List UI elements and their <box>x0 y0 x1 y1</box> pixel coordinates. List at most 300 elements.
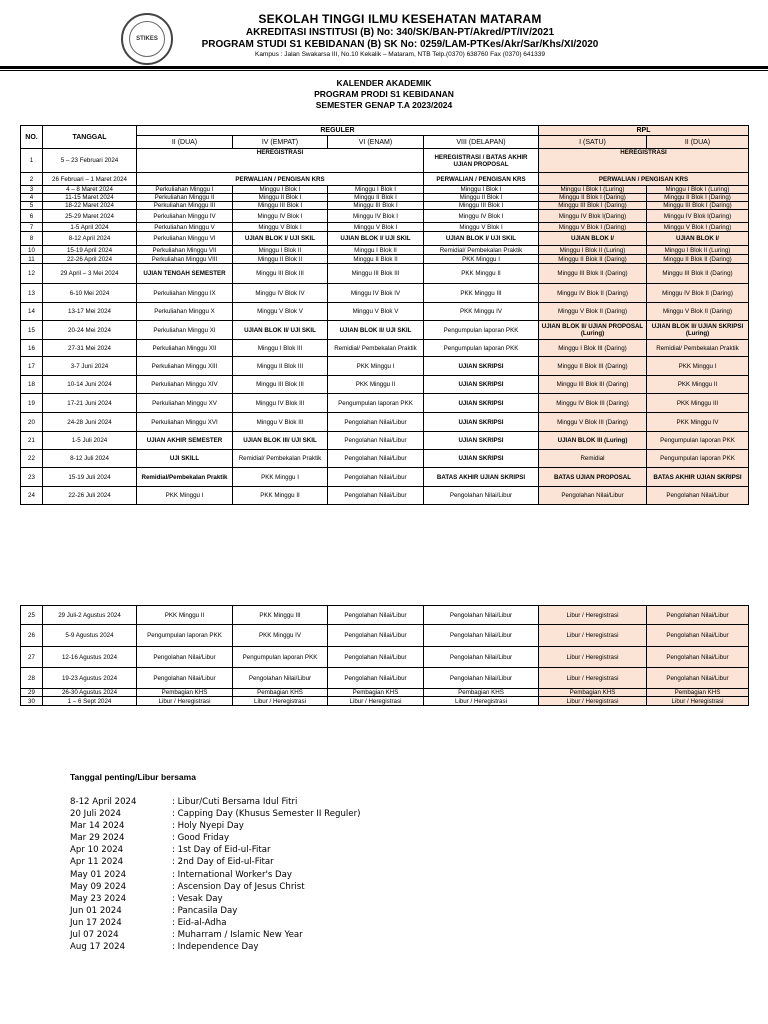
holiday-item <box>70 905 360 917</box>
header-semester-8: VIII (DELAPAN) <box>424 136 539 149</box>
rpl-cell: Libur / Heregistrasi <box>539 697 647 706</box>
schedule-cell: Minggu II Blok I <box>233 194 328 202</box>
schedule-cell: UJIAN SKRIPSI <box>424 432 539 450</box>
row-no: 10 <box>21 246 43 255</box>
rpl-cell: Minggu IV Blok III (Daring) <box>539 394 647 413</box>
rpl-cell: UJIAN BLOK III (Luring) <box>539 432 647 450</box>
table-row <box>21 647 749 668</box>
rpl-cell: Libur / Heregistrasi <box>539 606 647 625</box>
holiday-date: Mar 14 2024 <box>70 821 125 832</box>
holiday-date: Aug 17 2024 <box>70 942 126 953</box>
row-date: 3-7 Juni 2024 <box>43 357 137 376</box>
row-no: 14 <box>21 303 43 321</box>
schedule-cell: UJIAN AKHIR SEMESTER <box>137 432 233 450</box>
schedule-cell: UJIAN BLOK II/ UJI SKIL <box>328 321 424 340</box>
schedule-cell: Perkuliahan Minggu XIII <box>137 357 233 376</box>
schedule-cell: Minggu I Blok II <box>328 246 424 255</box>
holiday-description: : International Worker's Day <box>172 869 293 880</box>
rpl-cell: Pengolahan Nilai/Libur <box>647 487 749 505</box>
holiday-date: Jul 07 2024 <box>70 930 119 941</box>
schedule-cell: Pengolahan Nilai/Libur <box>137 647 233 668</box>
schedule-cell: Pengolahan Nilai/Libur <box>328 432 424 450</box>
holiday-description: : Holy Nyepi Day <box>172 821 244 832</box>
schedule-cell: Perkuliahan Minggu IX <box>137 284 233 303</box>
holiday-description: : Eid-al-Adha <box>172 917 227 928</box>
rpl-cell: Minggu III Blok II (Daring) <box>647 264 749 284</box>
schedule-cell: Libur / Heregistrasi <box>233 697 328 706</box>
schedule-cell: UJIAN BLOK I/ UJI SKIL <box>328 232 424 246</box>
schedule-cell: Minggu V Blok V <box>328 303 424 321</box>
schedule-cell: Minggu I Blok I <box>424 186 539 194</box>
holiday-description: : Ascension Day of Jesus Christ <box>172 881 305 892</box>
rpl-cell: UJIAN BLOK I/ <box>647 232 749 246</box>
schedule-cell: Minggu V Blok V <box>233 303 328 321</box>
letterhead <box>180 12 620 58</box>
header-rpl-semester-1: I (SATU) <box>539 136 647 149</box>
schedule-cell: Minggu IV Blok IV <box>233 284 328 303</box>
schedule-cell: Minggu V Blok I <box>233 223 328 232</box>
row-no: 23 <box>21 468 43 487</box>
row-date: 26 Februari – 1 Maret 2024 <box>43 173 137 186</box>
schedule-cell: Perkuliahan Minggu XVI <box>137 413 233 432</box>
rpl-cell: BATAS AKHIR UJIAN SKRIPSI <box>647 468 749 487</box>
holiday-date: Apr 10 2024 <box>70 845 124 856</box>
row-no: 7 <box>21 223 43 232</box>
rpl-cell: Minggu II Blok II (Daring) <box>539 255 647 264</box>
holiday-date: Apr 11 2024 <box>70 857 124 868</box>
schedule-cell: Minggu II Blok II <box>233 255 328 264</box>
row-date: 5 – 23 Februari 2024 <box>43 149 137 173</box>
schedule-cell: Perkuliahan Minggu II <box>137 194 233 202</box>
row-date: 29 Juli-2 Agustus 2024 <box>43 606 137 625</box>
perwalian-cell: PERWALIAN / PENGISAN KRS <box>137 173 424 186</box>
holiday-item <box>70 844 360 856</box>
row-date: 22-26 April 2024 <box>43 255 137 264</box>
rpl-cell: UJIAN BLOK II/ UJIAN SKRIPSI (Luring) <box>647 321 749 340</box>
row-no: 11 <box>21 255 43 264</box>
schedule-cell: Pengumpulan laporan PKK <box>233 647 328 668</box>
header-rpl-semester-2: II (DUA) <box>647 136 749 149</box>
schedule-cell: Pembagian KHS <box>137 689 233 697</box>
row-date: 25-29 Maret 2024 <box>43 210 137 223</box>
holiday-description: : Pancasila Day <box>172 905 238 916</box>
holiday-item <box>70 796 360 808</box>
schedule-cell: Pengumpulan laporan PKK <box>424 340 539 357</box>
rpl-cell: Remidial/ Pembekalan Praktik <box>647 340 749 357</box>
rpl-cell: Minggu II Blok I (Daring) <box>647 194 749 202</box>
table-row <box>21 186 749 194</box>
schedule-cell: PKK Minggu II <box>424 264 539 284</box>
schedule-cell: Minggu I Blok III <box>233 340 328 357</box>
schedule-cell: PKK Minggu III <box>424 284 539 303</box>
schedule-cell: UJIAN BLOK II/ UJI SKIL <box>233 321 328 340</box>
schedule-cell: Pengolahan Nilai/Libur <box>424 487 539 505</box>
row-date: 8-12 Juli 2024 <box>43 450 137 468</box>
schedule-cell: Perkuliahan Minggu I <box>137 186 233 194</box>
rpl-cell: Pengumpulan laporan PKK <box>647 432 749 450</box>
rpl-cell: Pembagian KHS <box>647 689 749 697</box>
table-row <box>21 202 749 210</box>
rpl-cell: Minggu IV Blok II (Daring) <box>539 284 647 303</box>
holiday-item <box>70 856 360 868</box>
row-date: 8-12 April 2024 <box>43 232 137 246</box>
header-rpl: RPL <box>539 126 749 136</box>
row-date: 26-30 Agustus 2024 <box>43 689 137 697</box>
schedule-cell: UJIAN BLOK I/ UJI SKIL <box>233 232 328 246</box>
row-no: 3 <box>21 186 43 194</box>
rpl-cell: Pembagian KHS <box>539 689 647 697</box>
rpl-perwalian-cell: PERWALIAN / PENGISAN KRS <box>539 173 749 186</box>
row-no: 21 <box>21 432 43 450</box>
table-row <box>21 284 749 303</box>
schedule-cell: Remidial/ Pembekalan Praktik <box>328 340 424 357</box>
rpl-cell: Libur / Heregistrasi <box>539 647 647 668</box>
schedule-cell: Minggu IV Blok IV <box>328 284 424 303</box>
table-row <box>21 255 749 264</box>
holiday-date: May 23 2024 <box>70 893 127 904</box>
table-row <box>21 689 749 697</box>
row-no: 17 <box>21 357 43 376</box>
holiday-description: : Good Friday <box>172 833 230 844</box>
rpl-cell: Libur / Heregistrasi <box>539 668 647 689</box>
row-date: 22-26 Juli 2024 <box>43 487 137 505</box>
table-row <box>21 697 749 706</box>
holiday-item <box>70 869 360 881</box>
rpl-cell: Minggu III Blok I (Daring) <box>539 202 647 210</box>
logo-text: STIKES <box>129 21 165 57</box>
rpl-cell: Minggu III Blok I (Daring) <box>647 202 749 210</box>
holiday-list <box>70 796 360 953</box>
rpl-cell: Libur / Heregistrasi <box>539 625 647 647</box>
schedule-cell: Pengolahan Nilai/Libur <box>328 487 424 505</box>
holiday-description: : Capping Day (Khusus Semester II Reguler) <box>172 809 361 820</box>
schedule-cell: Minggu III Blok I <box>233 202 328 210</box>
row-no: 12 <box>21 264 43 284</box>
rpl-cell: PKK Minggu I <box>647 357 749 376</box>
rpl-cell: Pengolahan Nilai/Libur <box>647 668 749 689</box>
schedule-cell: Perkuliahan Minggu IV <box>137 210 233 223</box>
row-no: 16 <box>21 340 43 357</box>
row-date: 12-16 Agustus 2024 <box>43 647 137 668</box>
table-row <box>21 357 749 376</box>
schedule-cell: Perkuliahan Minggu XIV <box>137 376 233 394</box>
rpl-cell: Minggu V Blok I (Daring) <box>539 223 647 232</box>
schedule-cell: Perkuliahan Minggu X <box>137 303 233 321</box>
schedule-cell: Minggu III Blok III <box>233 264 328 284</box>
schedule-cell: Minggu II Blok I <box>424 194 539 202</box>
table-row <box>21 450 749 468</box>
schedule-cell: Pengolahan Nilai/Libur <box>424 668 539 689</box>
table-row <box>21 413 749 432</box>
row-no: 22 <box>21 450 43 468</box>
rpl-cell: PKK Minggu III <box>647 394 749 413</box>
row-no: 1 <box>21 149 43 173</box>
rpl-cell: Minggu I Blok I (Luring) <box>647 186 749 194</box>
holiday-date: Jun 01 2024 <box>70 905 122 916</box>
schedule-cell: Pembagian KHS <box>328 689 424 697</box>
rpl-cell: Minggu V Blok II (Daring) <box>539 303 647 321</box>
holiday-description: : Muharram / Islamic New Year <box>172 930 303 941</box>
row-date: 17-21 Juni 2024 <box>43 394 137 413</box>
schedule-cell: Perkuliahan Minggu XI <box>137 321 233 340</box>
schedule-cell: Pengumpulan laporan PKK <box>328 394 424 413</box>
schedule-cell: UJIAN BLOK I/ UJI SKIL <box>424 232 539 246</box>
institution-logo <box>121 13 173 65</box>
holiday-item <box>70 917 360 929</box>
table-row <box>21 394 749 413</box>
title-line-3: SEMESTER GENAP T.A 2023/2024 <box>315 100 453 110</box>
row-date: 24-28 Juni 2024 <box>43 413 137 432</box>
table-row <box>21 625 749 647</box>
schedule-cell: Minggu II Blok III <box>233 357 328 376</box>
holiday-item <box>70 820 360 832</box>
row-no: 25 <box>21 606 43 625</box>
rpl-cell: Minggu III Blok III (Daring) <box>539 376 647 394</box>
schedule-cell: UJIAN SKRIPSI <box>424 450 539 468</box>
campus-address: Kampus : Jalan Swakarsa III, No.10 Kekalik – Mataram, NTB Telp.(0370) 638760 Fax (0370) 641339 <box>254 51 545 58</box>
header-divider-thin <box>0 70 768 71</box>
schedule-cell: Minggu V Blok III <box>233 413 328 432</box>
title-line-1: KALENDER AKADEMIK <box>336 78 432 88</box>
study-program-line: PROGRAM STUDI S1 KEBIDANAN (B) SK No: 0259/LAM-PTKes/Akr/Sar/Khs/XI/2020 <box>201 39 599 50</box>
rpl-cell: Minggu II Blok I (Daring) <box>539 194 647 202</box>
holiday-description: : 1st Day of Eid-ul-Fitar <box>172 845 271 856</box>
row-date: 18-22 Maret 2024 <box>43 202 137 210</box>
holiday-date: May 01 2024 <box>70 869 127 880</box>
header-semester-6: VI (ENAM) <box>328 136 424 149</box>
schedule-cell: Perkuliahan Minggu V <box>137 223 233 232</box>
header-semester-2: II (DUA) <box>137 136 233 149</box>
schedule-cell: Pengolahan Nilai/Libur <box>328 625 424 647</box>
rpl-cell: Minggu II Blok II (Daring) <box>647 255 749 264</box>
row-date: 1-5 April 2024 <box>43 223 137 232</box>
schedule-cell: Minggu IV Blok I <box>424 210 539 223</box>
holiday-description: : Libur/Cuti Bersama Idul Fitri <box>172 797 298 807</box>
table-row <box>21 321 749 340</box>
row-no: 27 <box>21 647 43 668</box>
schedule-cell: UJIAN BLOK III/ UJI SKIL <box>233 432 328 450</box>
schedule-cell: PKK Minggu III <box>233 606 328 625</box>
schedule-cell: Perkuliahan Minggu XII <box>137 340 233 357</box>
row-date: 1-5 Juli 2024 <box>43 432 137 450</box>
holiday-description: : Vesak Day <box>172 893 223 904</box>
schedule-cell: Pengolahan Nilai/Libur <box>328 450 424 468</box>
schedule-cell: PKK Minggu II <box>137 606 233 625</box>
row-date: 5-9 Agustus 2024 <box>43 625 137 647</box>
rpl-cell: Libur / Heregistrasi <box>647 697 749 706</box>
schedule-cell: PKK Minggu IV <box>233 625 328 647</box>
schedule-cell: Perkuliahan Minggu VII <box>137 246 233 255</box>
holiday-date: 8-12 April 2024 <box>70 797 137 807</box>
schedule-cell: Remidial/ Pembekalan Praktik <box>233 450 328 468</box>
table-row <box>21 668 749 689</box>
schedule-cell: Perkuliahan Minggu III <box>137 202 233 210</box>
table-row <box>21 210 749 223</box>
row-date: 13-17 Mei 2024 <box>43 303 137 321</box>
schedule-cell: Pengumpulan laporan PKK <box>424 321 539 340</box>
rpl-cell: Remidial <box>539 450 647 468</box>
perwalian-viii-cell: PERWALIAN / PENGISAN KRS <box>424 173 539 186</box>
row-date: 27-31 Mei 2024 <box>43 340 137 357</box>
rpl-cell: PKK Minggu II <box>647 376 749 394</box>
row-no: 4 <box>21 194 43 202</box>
row-no: 18 <box>21 376 43 394</box>
table-row <box>21 264 749 284</box>
schedule-cell: PKK Minggu II <box>328 376 424 394</box>
holiday-item <box>70 832 360 844</box>
rpl-cell: Minggu IV Blok I(Daring) <box>647 210 749 223</box>
header-no: NO. <box>21 126 43 149</box>
header-divider <box>0 66 768 69</box>
table-row <box>21 149 749 173</box>
schedule-cell: Minggu III Blok III <box>233 376 328 394</box>
holiday-item <box>70 881 360 893</box>
schedule-cell: Minggu IV Blok I <box>328 210 424 223</box>
header-semester-4: IV (EMPAT) <box>233 136 328 149</box>
schedule-cell: UJIAN SKRIPSI <box>424 357 539 376</box>
schedule-cell: Perkuliahan Minggu VIII <box>137 255 233 264</box>
rpl-cell: Minggu II Blok III (Daring) <box>539 357 647 376</box>
rpl-cell: Minggu III Blok II (Daring) <box>539 264 647 284</box>
schedule-cell: Minggu II Blok I <box>328 194 424 202</box>
holiday-item <box>70 941 360 953</box>
row-no: 2 <box>21 173 43 186</box>
schedule-cell: Perkuliahan Minggu VI <box>137 232 233 246</box>
schedule-cell: Libur / Heregistrasi <box>424 697 539 706</box>
schedule-cell: PKK Minggu II <box>233 487 328 505</box>
rpl-cell: Minggu V Blok II (Daring) <box>647 303 749 321</box>
table-row <box>21 303 749 321</box>
row-no: 28 <box>21 668 43 689</box>
table-row <box>21 468 749 487</box>
schedule-cell: UJI SKILL <box>137 450 233 468</box>
row-date: 19-23 Agustus 2024 <box>43 668 137 689</box>
schedule-cell: Pengolahan Nilai/Libur <box>328 413 424 432</box>
holiday-date: Mar 29 2024 <box>70 833 125 844</box>
row-no: 26 <box>21 625 43 647</box>
table-row <box>21 173 749 186</box>
schedule-cell: Pengumpulan laporan PKK <box>137 625 233 647</box>
schedule-cell: Minggu I Blok I <box>233 186 328 194</box>
table-row <box>21 487 749 505</box>
holiday-item <box>70 929 360 941</box>
rpl-cell: Minggu I Blok II (Luring) <box>647 246 749 255</box>
schedule-cell: Minggu IV Blok I <box>233 210 328 223</box>
table-row <box>21 432 749 450</box>
schedule-cell: Pengolahan Nilai/Libur <box>424 625 539 647</box>
rpl-cell: BATAS UJIAN PROPOSAL <box>539 468 647 487</box>
schedule-cell: Minggu III Blok I <box>328 202 424 210</box>
heregistrasi-proposal-cell: HEREGISTRASI / BATAS AKHIR UJIAN PROPOSAL <box>424 149 539 173</box>
rpl-cell: PKK Minggu IV <box>647 413 749 432</box>
rpl-cell: Pengumpulan laporan PKK <box>647 450 749 468</box>
row-no: 19 <box>21 394 43 413</box>
rpl-cell: Pengolahan Nilai/Libur <box>539 487 647 505</box>
schedule-cell: Remidial/ Pembekalan Praktik <box>424 246 539 255</box>
document-title <box>0 78 768 111</box>
institution-name: SEKOLAH TINGGI ILMU KESEHATAN MATARAM <box>258 12 542 26</box>
rpl-cell: Minggu V Blok III (Daring) <box>539 413 647 432</box>
schedule-cell: PKK Minggu I <box>137 487 233 505</box>
schedule-cell: UJIAN SKRIPSI <box>424 413 539 432</box>
table-row <box>21 232 749 246</box>
schedule-cell: Pengolahan Nilai/Libur <box>233 668 328 689</box>
holiday-item <box>70 808 360 820</box>
schedule-cell: Libur / Heregistrasi <box>328 697 424 706</box>
holiday-description: : Independence Day <box>172 942 259 953</box>
calendar-table <box>20 125 749 505</box>
rpl-cell: Pengolahan Nilai/Libur <box>647 606 749 625</box>
schedule-cell: Minggu III Blok III <box>328 264 424 284</box>
schedule-cell: Minggu IV Blok III <box>233 394 328 413</box>
holiday-date: Jun 17 2024 <box>70 917 122 928</box>
rpl-cell: Minggu I Blok II (Luring) <box>539 246 647 255</box>
schedule-cell: UJIAN TENGAH SEMESTER <box>137 264 233 284</box>
row-date: 4 – 8 Maret 2024 <box>43 186 137 194</box>
schedule-cell: Pengolahan Nilai/Libur <box>424 647 539 668</box>
important-dates-heading: Tanggal penting/Libur bersama <box>70 772 196 782</box>
schedule-cell: PKK Minggu I <box>233 468 328 487</box>
heregistrasi-cell: HEREGISTRASI <box>137 149 424 173</box>
schedule-cell: Minggu I Blok II <box>233 246 328 255</box>
rpl-cell: UJIAN BLOK II/ UJIAN PROPOSAL (Luring) <box>539 321 647 340</box>
rpl-cell: Minggu IV Blok II (Daring) <box>647 284 749 303</box>
schedule-cell: UJIAN SKRIPSI <box>424 376 539 394</box>
holiday-description: : 2nd Day of Eid-ul-Fitar <box>172 857 274 868</box>
schedule-cell: Pengolahan Nilai/Libur <box>328 606 424 625</box>
row-date: 6-10 Mei 2024 <box>43 284 137 303</box>
row-no: 15 <box>21 321 43 340</box>
rpl-heregistrasi-cell: HEREGISTRASI <box>539 149 749 173</box>
header-reguler: REGULER <box>137 126 539 136</box>
row-no: 20 <box>21 413 43 432</box>
calendar-table-continued <box>20 605 749 706</box>
row-date: 20-24 Mei 2024 <box>43 321 137 340</box>
row-date: 15-19 April 2024 <box>43 246 137 255</box>
schedule-cell: Minggu V Blok I <box>328 223 424 232</box>
schedule-cell: Pengolahan Nilai/Libur <box>328 647 424 668</box>
schedule-cell: Pengolahan Nilai/Libur <box>137 668 233 689</box>
schedule-cell: Minggu I Blok I <box>328 186 424 194</box>
row-no: 24 <box>21 487 43 505</box>
schedule-cell: Remidial/Pembekalan Praktik <box>137 468 233 487</box>
rpl-cell: Minggu IV Blok I(Daring) <box>539 210 647 223</box>
schedule-cell: Libur / Heregistrasi <box>137 697 233 706</box>
rpl-cell: Minggu V Blok I (Daring) <box>647 223 749 232</box>
schedule-cell: Pengolahan Nilai/Libur <box>424 606 539 625</box>
schedule-cell: Minggu III Blok I <box>424 202 539 210</box>
title-line-2: PROGRAM PRODI S1 KEBIDANAN <box>314 89 454 99</box>
row-no: 29 <box>21 689 43 697</box>
holiday-item <box>70 893 360 905</box>
row-date: 11-15 Maret 2024 <box>43 194 137 202</box>
row-no: 5 <box>21 202 43 210</box>
table-row <box>21 376 749 394</box>
schedule-cell: Minggu V Blok I <box>424 223 539 232</box>
rpl-cell: Pengolahan Nilai/Libur <box>647 647 749 668</box>
row-date: 10-14 Juni 2024 <box>43 376 137 394</box>
schedule-cell: Pembagian KHS <box>424 689 539 697</box>
row-date: 1 – 6 Sept 2024 <box>43 697 137 706</box>
row-no: 8 <box>21 232 43 246</box>
schedule-cell: PKK Minggu IV <box>424 303 539 321</box>
schedule-cell: Pengolahan Nilai/Libur <box>328 468 424 487</box>
row-no: 13 <box>21 284 43 303</box>
schedule-cell: Pembagian KHS <box>233 689 328 697</box>
schedule-cell: UJIAN SKRIPSI <box>424 394 539 413</box>
table-row <box>21 340 749 357</box>
row-no: 6 <box>21 210 43 223</box>
